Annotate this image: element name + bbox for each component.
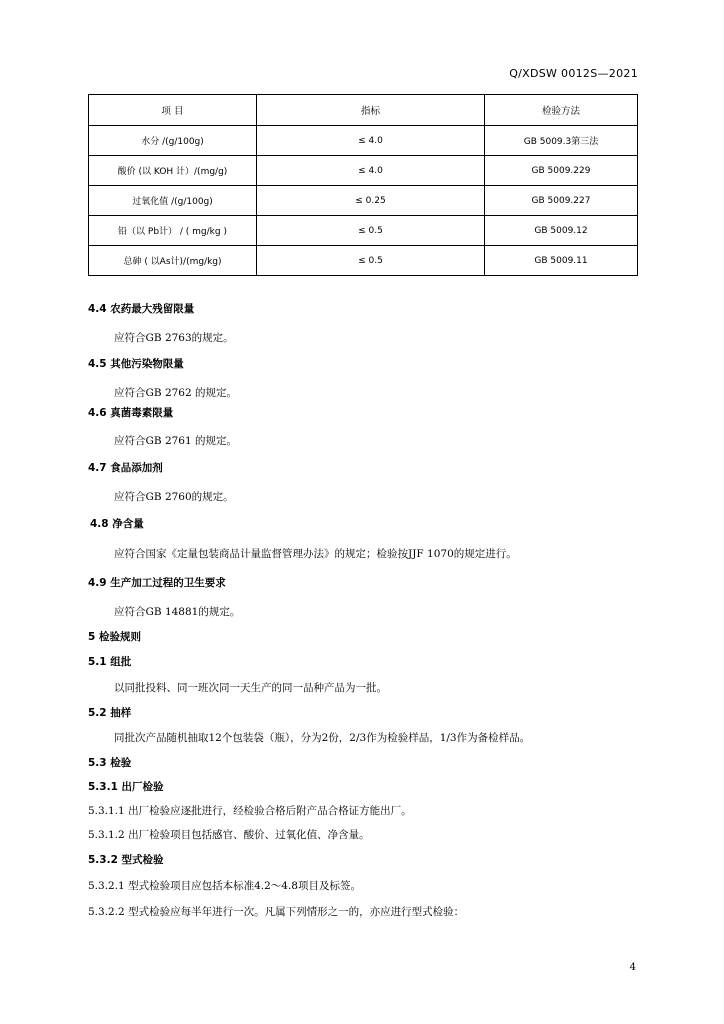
section-heading-5: 5 检验规则: [88, 631, 141, 643]
section-heading-5-3: 5.3 检验: [88, 757, 132, 769]
section-heading-4-7: 4.7 食品添加剂: [88, 462, 163, 474]
section-heading-5-1: 5.1 组批: [88, 656, 132, 668]
section-heading-4-5: 4.5 其他污染物限量: [88, 358, 184, 370]
section-body-5-1: 以同批投料、同一班次同一天生产的同一品种产品为一批。: [114, 682, 387, 694]
table-row: [89, 156, 638, 186]
table-cell: GB 5009.229: [485, 156, 638, 186]
table-row: [89, 216, 638, 246]
table-cell: 铅（以 Pb计） / ( mg/kg ): [89, 216, 257, 246]
table-header: 指标: [257, 95, 485, 126]
table-cell: ≤ 0.5: [257, 216, 485, 246]
table-cell: GB 5009.11: [485, 246, 638, 276]
table-cell: 酸价 (以 KOH 计）/(mg/g): [89, 156, 257, 186]
section-heading-4-8: 4.8 净含量: [90, 518, 144, 530]
clause-5-3-1-2: 5.3.1.2 出厂检验项目包括感官、酸价、过氧化值、净含量。: [88, 829, 370, 841]
section-body-4-8: 应符合国家《定量包装商品计量监督管理办法》的规定；检验按JJF 1070的规定进行。: [114, 548, 517, 560]
clause-5-3-2-2: 5.3.2.2 型式检验应每半年进行一次。凡属下列情形之一的，亦应进行型式检验：: [88, 906, 465, 918]
section-body-4-9: 应符合GB 14881的规定。: [114, 606, 241, 618]
spec-table: [88, 94, 638, 276]
section-heading-5-3-2: 5.3.2 型式检验: [88, 854, 164, 866]
table-cell: 水分 /(g/100g): [89, 126, 257, 156]
table-cell: GB 5009.12: [485, 216, 638, 246]
table-cell: ≤ 0.25: [257, 186, 485, 216]
page-number: 4: [629, 962, 636, 973]
table-row: [89, 186, 638, 216]
section-body-4-6: 应符合GB 2761 的规定。: [114, 435, 238, 447]
table-cell: GB 5009.227: [485, 186, 638, 216]
clause-5-3-2-1: 5.3.2.1 型式检验项目应包括本标准4.2～4.8项目及标签。: [88, 880, 361, 892]
clause-5-3-1-1: 5.3.1.1 出厂检验应逐批进行，经检验合格后附产品合格证方能出厂。: [88, 805, 412, 817]
section-body-4-5: 应符合GB 2762 的规定。: [114, 387, 238, 399]
table-header: 项 目: [89, 95, 257, 126]
section-heading-5-3-1: 5.3.1 出厂检验: [88, 781, 164, 793]
table-cell: 过氧化值 /(g/100g): [89, 186, 257, 216]
section-heading-4-4: 4.4 农药最大残留限量: [88, 303, 195, 315]
table-cell: GB 5009.3第三法: [485, 126, 638, 156]
table-header-row: [89, 95, 638, 126]
section-heading-5-2: 5.2 抽样: [88, 707, 132, 719]
table-cell: ≤ 4.0: [257, 156, 485, 186]
table-cell: 总砷 ( 以As计)/(mg/kg): [89, 246, 257, 276]
section-body-4-7: 应符合GB 2760的规定。: [114, 491, 234, 503]
table-row: [89, 126, 638, 156]
section-heading-4-6: 4.6 真菌毒素限量: [88, 407, 174, 419]
section-body-5-2: 同批次产品随机抽取12个包装袋（瓶），分为2份，2/3作为检验样品，1/3作为备检样品。: [114, 732, 531, 744]
section-body-4-4: 应符合GB 2763的规定。: [114, 332, 234, 344]
table-cell: ≤ 0.5: [257, 246, 485, 276]
table-header: 检验方法: [485, 95, 638, 126]
section-heading-4-9: 4.9 生产加工过程的卫生要求: [88, 577, 226, 589]
document-code: Q/XDSW 0012S—2021: [509, 67, 638, 80]
table-row: [89, 246, 638, 276]
table-cell: ≤ 4.0: [257, 126, 485, 156]
